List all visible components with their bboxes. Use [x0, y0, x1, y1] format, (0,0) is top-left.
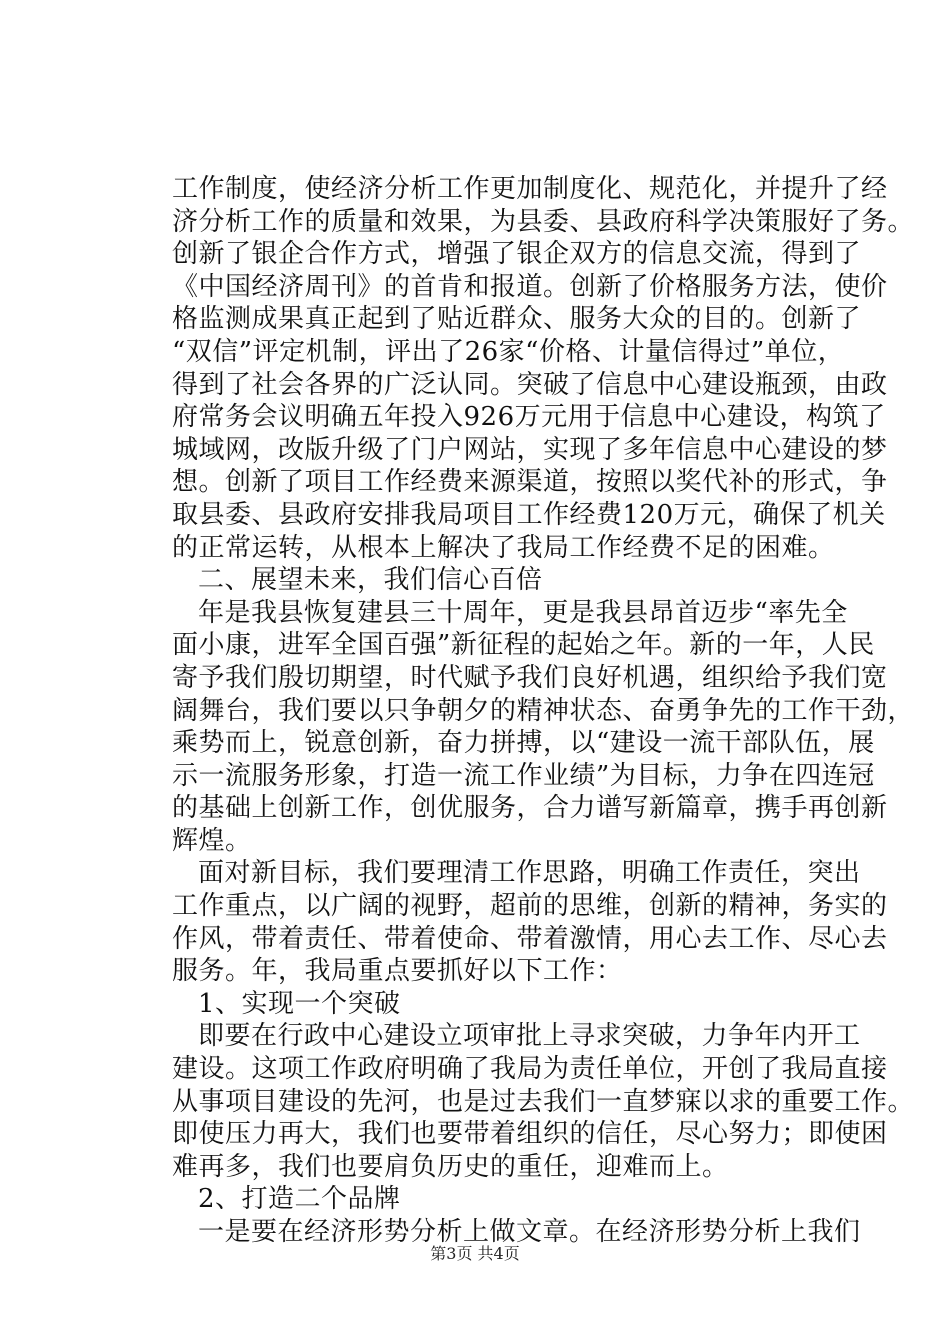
section-heading: 二、展望未来，我们信心百倍	[198, 565, 543, 596]
text-line: 的基础上创新工作，创优服务，合力谱写新篇章，携手再创新	[172, 793, 888, 824]
text-line: 得到了社会各界的广泛认同。突破了信息中心建设瓶颈，由政	[172, 369, 888, 400]
text-line: 即要在行政中心建设立项审批上寻求突破，力争年内开工	[198, 1021, 861, 1052]
text-line: 的正常运转，从根本上解决了我局工作经费不足的困难。	[172, 532, 835, 563]
text-line: “双信”评定机制，评出了26家“价格、计量信得过”单位，	[172, 336, 845, 367]
text-line: 服务。年，我局重点要抓好以下工作：	[172, 956, 623, 987]
text-line: 建设。这项工作政府明确了我局为责任单位，开创了我局直接	[172, 1054, 888, 1085]
text-line: 府常务会议明确五年投入926万元用于信息中心建设，构筑了	[172, 402, 886, 433]
text-line: 工作制度，使经济分析工作更加制度化、规范化，并提升了经	[172, 174, 888, 204]
text-line: 济分析工作的质量和效果，为县委、县政府科学决策服好了务。	[172, 206, 915, 237]
text-line: 阔舞台，我们要以只争朝夕的精神状态、奋勇争先的工作干劲，	[172, 695, 915, 726]
text-line: 乘势而上，锐意创新，奋力拼搏，以“建设一流干部队伍，展	[172, 728, 875, 759]
document-body	[172, 173, 915, 1249]
text-line: 寄予我们殷切期望，时代赋予我们良好机遇，组织给予我们宽	[172, 662, 888, 693]
subsection-heading: 1、实现一个突破	[198, 988, 401, 1019]
page-footer	[0, 1244, 950, 1264]
subsection-heading: 2、打造二个品牌	[198, 1184, 401, 1215]
text-line: 想。创新了项目工作经费来源渠道，按照以奖代补的形式，争	[172, 467, 888, 498]
text-line: 难再多，我们也要肩负历史的重任，迎难而上。	[172, 1151, 729, 1182]
text-line: 城域网，改版升级了门户网站，实现了多年信息中心建设的梦	[172, 434, 888, 465]
page-number-label: 第3页 共4页	[430, 1244, 520, 1263]
text-line: 辉煌。	[172, 825, 252, 856]
text-line: 格监测成果真正起到了贴近群众、服务大众的目的。创新了	[172, 304, 862, 335]
text-line: 示一流服务形象，打造一流工作业绩”为目标，力争在四连冠	[172, 760, 875, 791]
text-line: 面对新目标，我们要理清工作思路，明确工作责任，突出	[198, 858, 861, 889]
text-line: 创新了银企合作方式，增强了银企双方的信息交流，得到了	[172, 239, 862, 270]
text-line: 一是要在经济形势分析上做文章。在经济形势分析上我们	[198, 1217, 861, 1247]
text-line: 从事项目建设的先河，也是过去我们一直梦寐以求的重要工作。	[172, 1086, 915, 1117]
text-line: 作风，带着责任、带着使命、带着激情，用心去工作、尽心去	[172, 923, 888, 954]
text-line: 即使压力再大，我们也要带着组织的信任，尽心努力；即使困	[172, 1119, 888, 1150]
text-line: 工作重点，以广阔的视野，超前的思维，创新的精神，务实的	[172, 891, 888, 922]
text-line: 年是我县恢复建县三十周年，更是我县昂首迈步“率先全	[198, 597, 848, 628]
text-line: 《中国经济周刊》的首肯和报道。创新了价格服务方法，使价	[172, 271, 888, 302]
text-line: 面小康，进军全国百强”新征程的起始之年。新的一年，人民	[172, 630, 875, 661]
text-line: 取县委、县政府安排我局项目工作经费120万元，确保了机关	[172, 499, 886, 530]
